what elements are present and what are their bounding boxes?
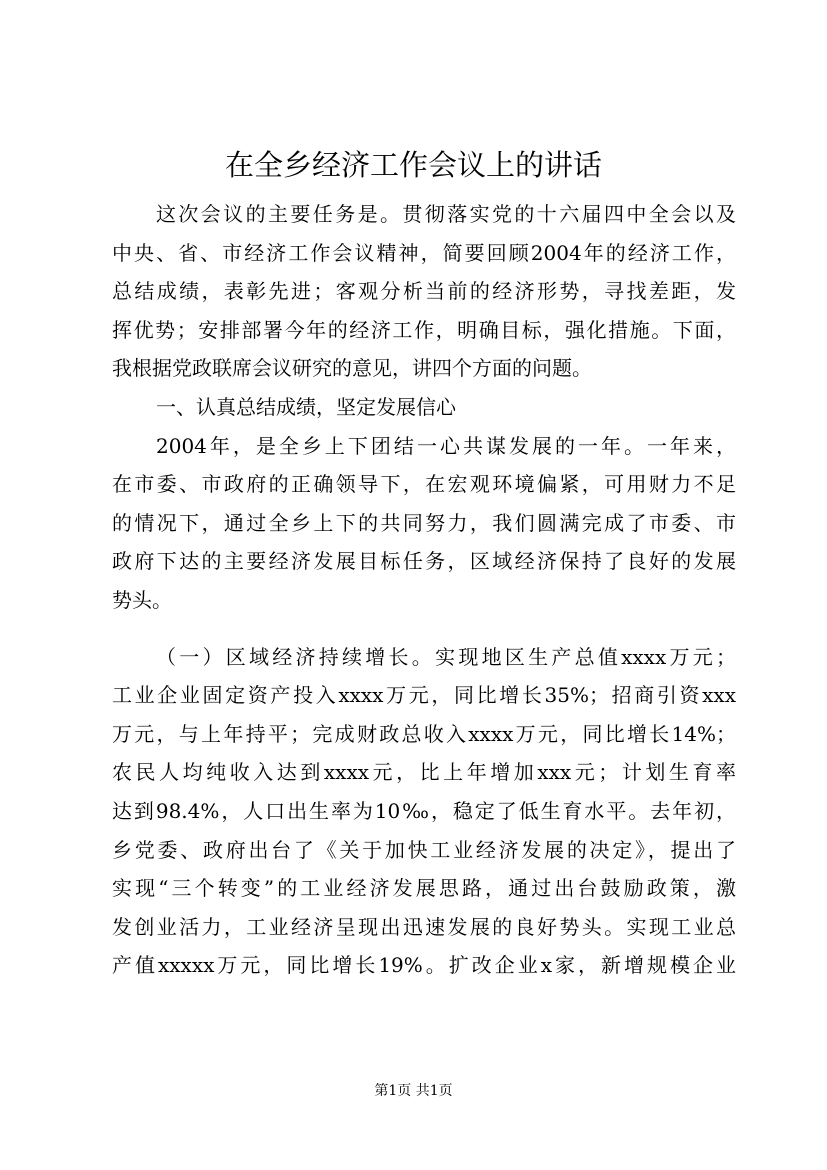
paragraph-line: 工业企业固定资产投入xxxx万元，同比增长35%；招商引资xxx [112,683,736,708]
paragraph-line: 这次会议的主要任务是。贯彻落实党的十六届四中全会以及 [156,202,736,226]
paragraph-line: 2004年，是全乡上下团结一心共谋发展的一年。一年来， [156,433,736,458]
paragraph-line: 我根据党政联席会议研究的意见，讲四个方面的问题。 [112,356,592,381]
paragraph-line: 乡党委、政府出台了《关于加快工业经济发展的决定》，提出了 [112,837,736,862]
paragraph-line: （一）区域经济持续增长。实现地区生产总值xxxx万元； [156,644,736,669]
paragraph-line: 挥优势；安排部署今年的经济工作，明确目标，强化措施。下面， [112,317,736,342]
section-heading: 一、认真总结成绩，坚定发展信心 [156,394,456,419]
paragraph-gap [112,620,736,638]
paragraph-line: 政府下达的主要经济发展目标任务，区域经济保持了良好的发展 [112,549,736,574]
page-number-footer: 第1页 共1页 [374,1083,453,1099]
document-body [112,195,736,985]
paragraph-line: 实现“三个转变”的工业经济发展思路，通过出台鼓励政策，激 [112,876,736,901]
paragraph-line: 势头。 [112,587,172,612]
paragraph-line: 达到98.4%，人口出生率为10‰，稳定了低生育水平。去年初， [112,798,736,823]
document-title: 在全乡经济工作会议上的讲话 [224,148,602,182]
paragraph-line: 万元，与上年持平；完成财政总收入xxxx万元，同比增长14%； [112,721,736,746]
paragraph-line: 在市委、市政府的正确领导下，在宏观环境偏紧，可用财力不足 [112,472,736,497]
paragraph-line: 中央、省、市经济工作会议精神，简要回顾2004年的经济工作， [112,240,736,265]
paragraph-line: 的情况下，通过全乡上下的共同努力，我们圆满完成了市委、市 [112,510,736,535]
paragraph-line: 总结成绩，表彰先进；客观分析当前的经济形势，寻找差距，发 [112,279,736,304]
paragraph-line: 产值xxxxx万元，同比增长19%。扩改企业x家，新增规模企业 [112,953,736,978]
paragraph-line: 发创业活力，工业经济呈现出迅速发展的良好势头。实现工业总 [112,914,736,939]
paragraph-line: 农民人均纯收入达到xxxx元，比上年增加xxx元；计划生育率 [112,760,736,785]
